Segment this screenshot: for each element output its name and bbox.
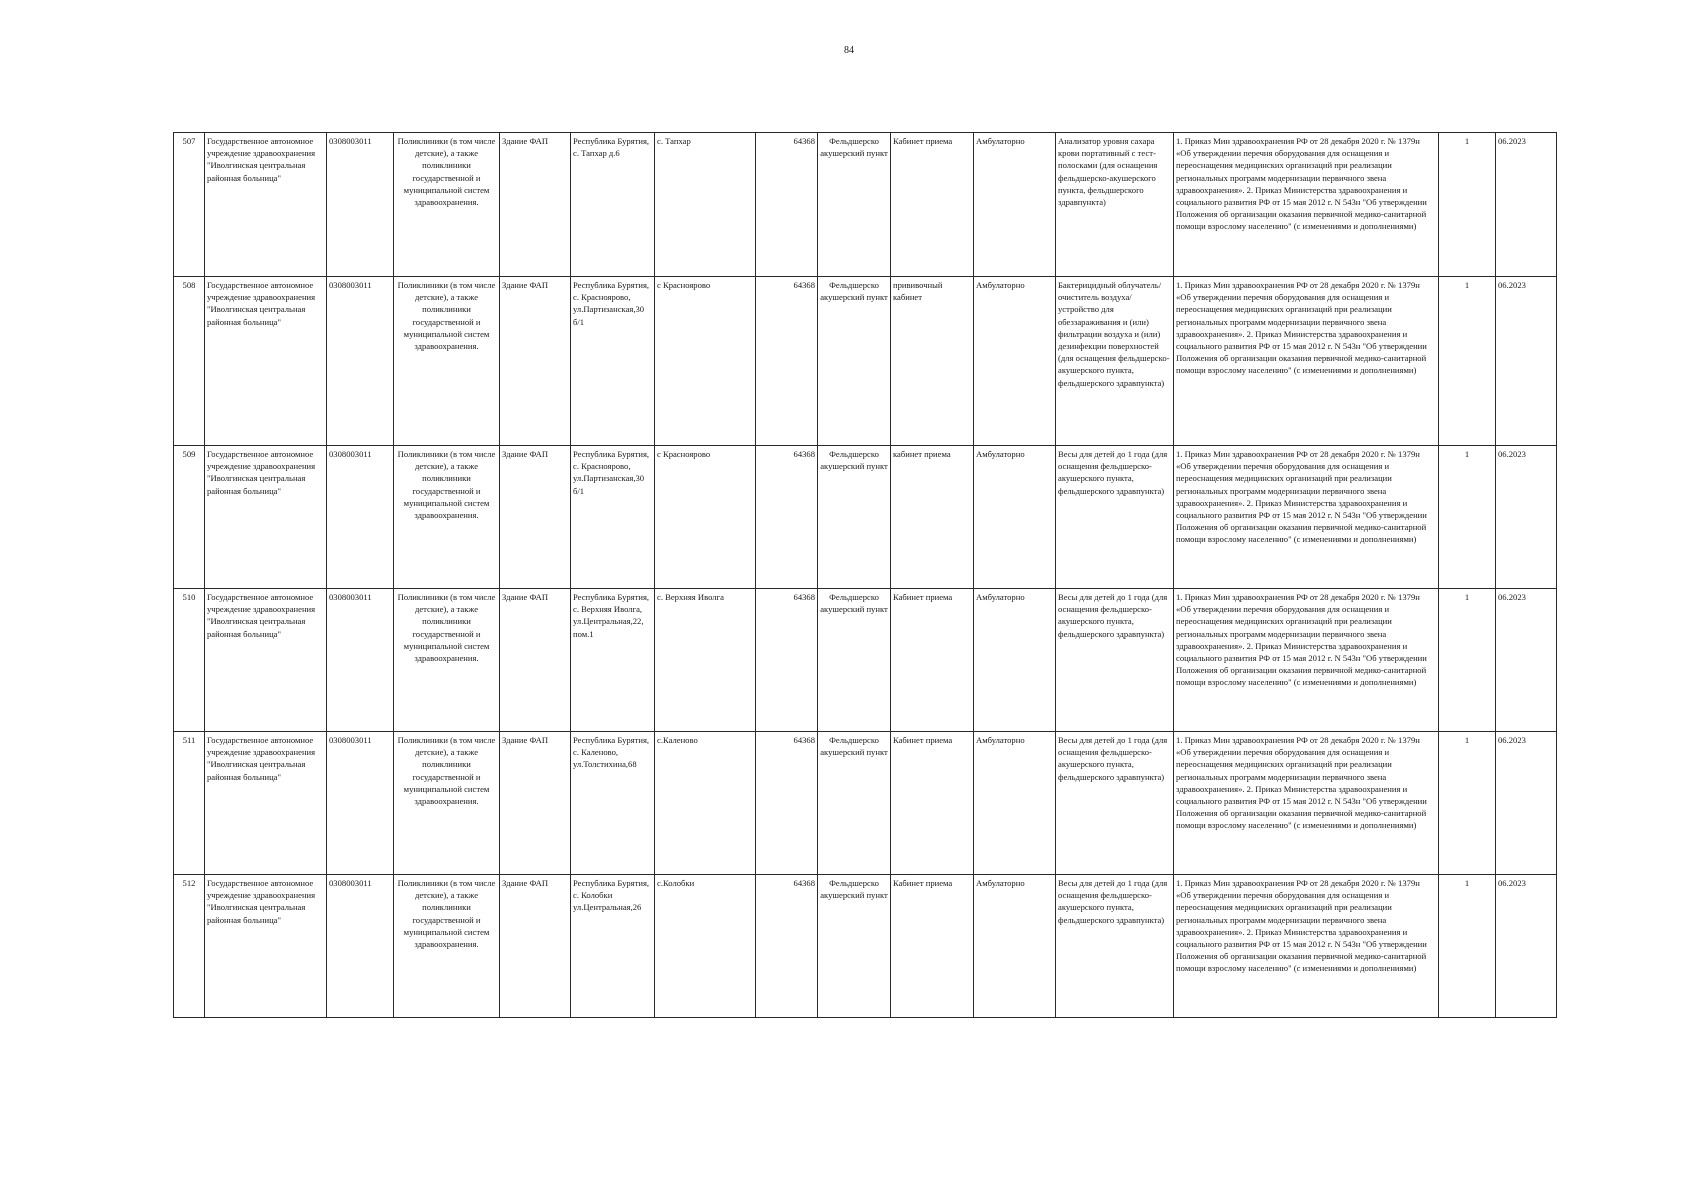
code-cell: 0308003011 [327, 732, 394, 875]
table-row [174, 133, 1557, 277]
organization-cell: Государственное автономное учреждение здравоохранения "Иволгинская центральная районная больница" [205, 875, 327, 1018]
equipment-cell: Анализатор уровня сахара крови портативный с тест-полосками (для оснащения фельдшерско-акушерского пункта, фельдшерского здравпункта) [1056, 133, 1174, 277]
table-row [174, 732, 1557, 875]
date-cell: 06.2023 [1496, 277, 1557, 446]
unit-cell: Фельдшерско акушерский пункт [818, 589, 891, 732]
table-row [174, 589, 1557, 732]
quantity-cell: 1 [1439, 875, 1496, 1018]
room-cell: прививочный кабинет [891, 277, 974, 446]
settlement-cell: с.Колобки [655, 875, 756, 1018]
row-number: 512 [174, 875, 205, 1018]
facility-type-cell: Поликлиники (в том числе детские), а также поликлиники государственной и муниципальной систем здравоохранения. [394, 732, 500, 875]
address-cell: Республика Бурятия, с. Колобки ул.Центральная,26 [571, 875, 655, 1018]
table-row [174, 446, 1557, 589]
legal-basis-cell: 1. Приказ Мин здравоохранения РФ от 28 декабря 2020 г. № 1379н «Об утверждении перечня оборудования для оснащения и переоснащения медицинских организаций при реализации региональных программ модернизации первичного звена здравоохранения». 2. Приказ Министерства здравоохранения и социального развития РФ от 15 мая 2012 г. N 543н "Об утверждении Положения об организации оказания первичной медико-санитарной помощи взрослому населению" (с изменениями и дополнениями) [1174, 277, 1439, 446]
address-cell: Республика Бурятия, с. Тапхар д.6 [571, 133, 655, 277]
room-cell: кабинет приема [891, 446, 974, 589]
zip-cell: 64368 [756, 446, 818, 589]
address-cell: Республика Бурятия, с. Красноярово, ул.Партизанская,30 б/1 [571, 446, 655, 589]
address-cell: Республика Бурятия, с. Верхняя Иволга, ул.Центральная,22, пом.1 [571, 589, 655, 732]
date-cell: 06.2023 [1496, 133, 1557, 277]
zip-cell: 64368 [756, 589, 818, 732]
room-cell: Кабинет приема [891, 589, 974, 732]
legal-basis-cell: 1. Приказ Мин здравоохранения РФ от 28 декабря 2020 г. № 1379н «Об утверждении перечня оборудования для оснащения и переоснащения медицинских организаций при реализации региональных программ модернизации первичного звена здравоохранения». 2. Приказ Министерства здравоохранения и социального развития РФ от 15 мая 2012 г. N 543н "Об утверждении Положения об организации оказания первичной медико-санитарной помощи взрослому населению" (с изменениями и дополнениями) [1174, 133, 1439, 277]
date-cell: 06.2023 [1496, 589, 1557, 732]
date-cell: 06.2023 [1496, 875, 1557, 1018]
unit-cell: Фельдшерско акушерский пункт [818, 875, 891, 1018]
address-cell: Республика Бурятия, с. Каленово, ул.Толстихина,68 [571, 732, 655, 875]
organization-cell: Государственное автономное учреждение здравоохранения "Иволгинская центральная районная больница" [205, 589, 327, 732]
building-cell: Здание ФАП [500, 589, 571, 732]
quantity-cell: 1 [1439, 446, 1496, 589]
code-cell: 0308003011 [327, 875, 394, 1018]
quantity-cell: 1 [1439, 589, 1496, 732]
settlement-cell: с. Тапхар [655, 133, 756, 277]
row-number: 509 [174, 446, 205, 589]
room-cell: Кабинет приема [891, 732, 974, 875]
table-row [174, 277, 1557, 446]
legal-basis-cell: 1. Приказ Мин здравоохранения РФ от 28 декабря 2020 г. № 1379н «Об утверждении перечня оборудования для оснащения и переоснащения медицинских организаций при реализации региональных программ модернизации первичного звена здравоохранения». 2. Приказ Министерства здравоохранения и социального развития РФ от 15 мая 2012 г. N 543н "Об утверждении Положения об организации оказания первичной медико-санитарной помощи взрослому населению" (с изменениями и дополнениями) [1174, 589, 1439, 732]
care-form-cell: Амбулаторно [974, 732, 1056, 875]
care-form-cell: Амбулаторно [974, 875, 1056, 1018]
building-cell: Здание ФАП [500, 133, 571, 277]
building-cell: Здание ФАП [500, 446, 571, 589]
equipment-cell: Весы для детей до 1 года (для оснащения фельдшерско-акушерского пункта, фельдшерского здравпункта) [1056, 732, 1174, 875]
zip-cell: 64368 [756, 277, 818, 446]
zip-cell: 64368 [756, 732, 818, 875]
code-cell: 0308003011 [327, 589, 394, 732]
organization-cell: Государственное автономное учреждение здравоохранения "Иволгинская центральная районная больница" [205, 133, 327, 277]
care-form-cell: Амбулаторно [974, 589, 1056, 732]
code-cell: 0308003011 [327, 446, 394, 589]
equipment-registry-table [173, 132, 1557, 1018]
quantity-cell: 1 [1439, 133, 1496, 277]
care-form-cell: Амбулаторно [974, 446, 1056, 589]
facility-type-cell: Поликлиники (в том числе детские), а также поликлиники государственной и муниципальной систем здравоохранения. [394, 133, 500, 277]
legal-basis-cell: 1. Приказ Мин здравоохранения РФ от 28 декабря 2020 г. № 1379н «Об утверждении перечня оборудования для оснащения и переоснащения медицинских организаций при реализации региональных программ модернизации первичного звена здравоохранения». 2. Приказ Министерства здравоохранения и социального развития РФ от 15 мая 2012 г. N 543н "Об утверждении Положения об организации оказания первичной медико-санитарной помощи взрослому населению" (с изменениями и дополнениями) [1174, 446, 1439, 589]
unit-cell: Фельдшерско акушерский пункт [818, 732, 891, 875]
equipment-cell: Весы для детей до 1 года (для оснащения фельдшерско-акушерского пункта, фельдшерского здравпункта) [1056, 589, 1174, 732]
building-cell: Здание ФАП [500, 732, 571, 875]
facility-type-cell: Поликлиники (в том числе детские), а также поликлиники государственной и муниципальной систем здравоохранения. [394, 277, 500, 446]
building-cell: Здание ФАП [500, 277, 571, 446]
row-number: 507 [174, 133, 205, 277]
legal-basis-cell: 1. Приказ Мин здравоохранения РФ от 28 декабря 2020 г. № 1379н «Об утверждении перечня оборудования для оснащения и переоснащения медицинских организаций при реализации региональных программ модернизации первичного звена здравоохранения». 2. Приказ Министерства здравоохранения и социального развития РФ от 15 мая 2012 г. N 543н "Об утверждении Положения об организации оказания первичной медико-санитарной помощи взрослому населению" (с изменениями и дополнениями) [1174, 732, 1439, 875]
equipment-cell: Весы для детей до 1 года (для оснащения фельдшерско-акушерского пункта, фельдшерского здравпункта) [1056, 875, 1174, 1018]
building-cell: Здание ФАП [500, 875, 571, 1018]
row-number: 510 [174, 589, 205, 732]
row-number: 511 [174, 732, 205, 875]
unit-cell: Фельдшерско акушерский пункт [818, 133, 891, 277]
date-cell: 06.2023 [1496, 446, 1557, 589]
care-form-cell: Амбулаторно [974, 277, 1056, 446]
zip-cell: 64368 [756, 133, 818, 277]
row-number: 508 [174, 277, 205, 446]
settlement-cell: с.Каленово [655, 732, 756, 875]
settlement-cell: с Красноярово [655, 446, 756, 589]
organization-cell: Государственное автономное учреждение здравоохранения "Иволгинская центральная районная больница" [205, 732, 327, 875]
facility-type-cell: Поликлиники (в том числе детские), а также поликлиники государственной и муниципальной систем здравоохранения. [394, 589, 500, 732]
care-form-cell: Амбулаторно [974, 133, 1056, 277]
organization-cell: Государственное автономное учреждение здравоохранения "Иволгинская центральная районная больница" [205, 277, 327, 446]
code-cell: 0308003011 [327, 133, 394, 277]
quantity-cell: 1 [1439, 277, 1496, 446]
unit-cell: Фельдшерско акушерский пункт [818, 446, 891, 589]
settlement-cell: с. Верхняя Иволга [655, 589, 756, 732]
zip-cell: 64368 [756, 875, 818, 1018]
room-cell: Кабинет приема [891, 133, 974, 277]
organization-cell: Государственное автономное учреждение здравоохранения "Иволгинская центральная районная больница" [205, 446, 327, 589]
quantity-cell: 1 [1439, 732, 1496, 875]
equipment-cell: Весы для детей до 1 года (для оснащения фельдшерско-акушерского пункта, фельдшерского здравпункта) [1056, 446, 1174, 589]
address-cell: Республика Бурятия, с. Красноярово, ул.Партизанская,30 б/1 [571, 277, 655, 446]
facility-type-cell: Поликлиники (в том числе детские), а также поликлиники государственной и муниципальной систем здравоохранения. [394, 446, 500, 589]
page-number: 84 [844, 45, 854, 56]
unit-cell: Фельдшерско акушерский пункт [818, 277, 891, 446]
settlement-cell: с Красноярово [655, 277, 756, 446]
equipment-cell: Бактерицидный облучатель/очиститель воздуха/устройство для обеззараживания и (или) фильтрации воздуха и (или) дезинфекции поверхностей (для оснащения фельдшерско-акушерского пункта, фельдшерского здравпункта) [1056, 277, 1174, 446]
room-cell: Кабинет приема [891, 875, 974, 1018]
facility-type-cell: Поликлиники (в том числе детские), а также поликлиники государственной и муниципальной систем здравоохранения. [394, 875, 500, 1018]
legal-basis-cell: 1. Приказ Мин здравоохранения РФ от 28 декабря 2020 г. № 1379н «Об утверждении перечня оборудования для оснащения и переоснащения медицинских организаций при реализации региональных программ модернизации первичного звена здравоохранения». 2. Приказ Министерства здравоохранения и социального развития РФ от 15 мая 2012 г. N 543н "Об утверждении Положения об организации оказания первичной медико-санитарной помощи взрослому населению" (с изменениями и дополнениями) [1174, 875, 1439, 1018]
table-row [174, 875, 1557, 1018]
date-cell: 06.2023 [1496, 732, 1557, 875]
code-cell: 0308003011 [327, 277, 394, 446]
